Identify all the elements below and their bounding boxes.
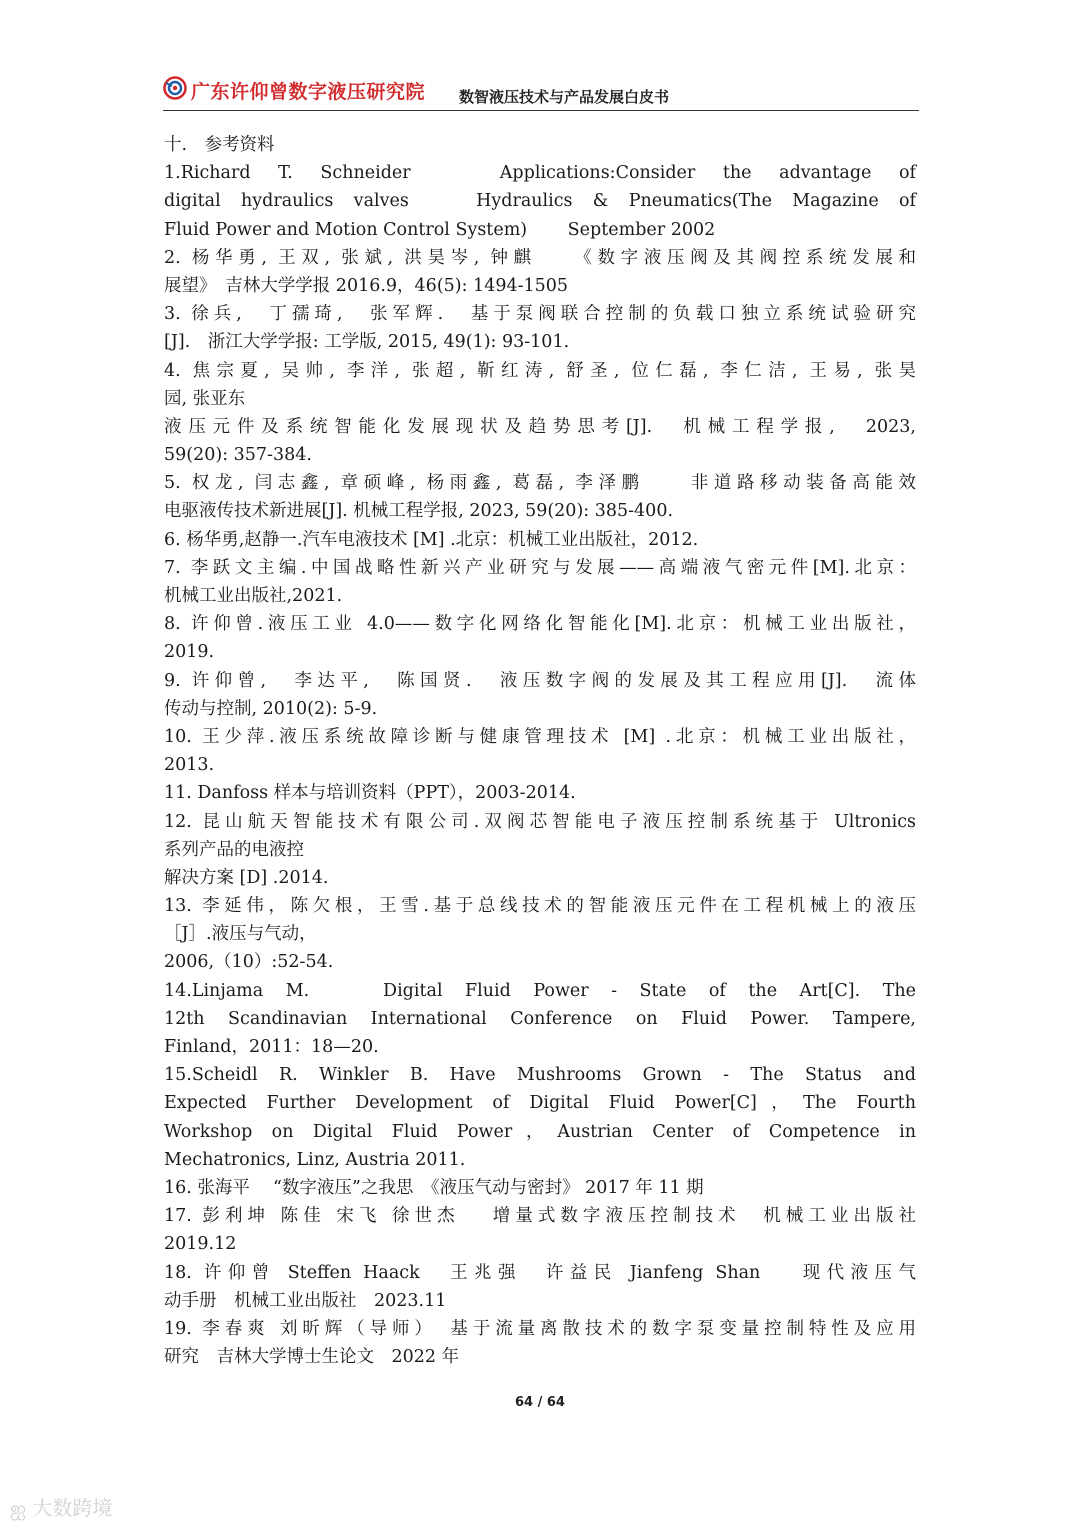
- reference-line: 2019.: [164, 642, 215, 663]
- page-number: 64 / 64: [515, 1395, 565, 1410]
- references-section: [164, 131, 916, 1371]
- reference-line: 12. 昆山航天智能技术有限公司.双阀芯智能电子液压控制系统基于 Ultronics: [164, 811, 916, 832]
- reference-line: 2019.12: [164, 1234, 237, 1255]
- page-header: [163, 74, 919, 111]
- reference-line: 10. 王少萍.液压系统故障诊断与健康管理技术 [M] .北京：机械工业出版社，: [164, 726, 916, 747]
- reference-line: 传动与控制, 2010(2): 5-9.: [164, 698, 378, 719]
- reference-line: 液压元件及系统智能化发展现状及趋势思考[J]. 机械工程学报, 2023,: [164, 416, 916, 437]
- reference-line: 电驱液传技术新进展[J]. 机械工程学报, 2023, 59(20): 385-400.: [164, 501, 674, 522]
- reference-line: 2013.: [164, 755, 215, 776]
- reference-line: 19. 李春爽 刘昕辉（导师） 基于流量离散技术的数字泵变量控制特性及应用: [164, 1318, 916, 1339]
- reference-line: 解决方案 [D] .2014.: [164, 867, 329, 888]
- reference-line: 15.Scheidl R. Winkler B. Have Mushrooms Grown - The Status and: [164, 1065, 916, 1086]
- reference-line: Finland，2011：18—20.: [164, 1037, 379, 1057]
- reference-line: 7. 李跃文主编.中国战略性新兴产业研究与发展——高端液气密元件[M].北京：: [164, 557, 916, 578]
- reference-line: 2006,（10）:52-54.: [164, 952, 334, 973]
- reference-line: 5. 权龙, 闫志鑫, 章硕峰, 杨雨鑫, 葛磊, 李泽鹏 非道路移动装备高能效: [164, 473, 916, 494]
- reference-line: 2. 杨华勇, 王双, 张斌, 洪昊岑, 钟麒 《数字液压阀及其阀控系统发展和: [164, 247, 916, 268]
- reference-line: 研究 吉林大学博士生论文 2022 年: [164, 1347, 460, 1368]
- watermark-logo-icon: ஐ: [10, 1496, 27, 1520]
- reference-line: Expected Further Development of Digital Fluid Power[C]，The Fourth: [164, 1093, 916, 1114]
- reference-line: ［J］.液压与气动，: [164, 924, 317, 945]
- reference-line: 机械工业出版社,2021.: [164, 586, 343, 606]
- reference-line: 1.Richard T. Schneider Applications:Consider the advantage of: [164, 163, 916, 184]
- reference-line: 17. 彭利坤 陈佳 宋飞 徐世杰 增量式数字液压控制技术 机械工业出版社: [164, 1206, 916, 1227]
- reference-line: 系列产品的电液控: [164, 839, 304, 860]
- reference-line: digital hydraulics valves Hydraulics & Pneumatics(The Magazine of: [164, 191, 916, 212]
- reference-line: 12th Scandinavian International Conference on Fluid Power. Tampere,: [164, 1008, 916, 1029]
- reference-line: 18. 许仰曾 Steffen Haack 王兆强 许益民 Jianfeng Shan 现代液压气: [164, 1262, 916, 1283]
- reference-line: 4. 焦宗夏, 吴帅, 李洋, 张超, 靳红涛, 舒圣, 位仁磊, 李仁洁, 王易, 张昊: [164, 360, 916, 381]
- reference-line: Mechatronics, Linz, Austria 2011.: [164, 1149, 466, 1170]
- reference-line: 8. 许仰曾.液压工业 4.0——数字化网络化智能化[M].北京：机械工业出版社，: [164, 614, 916, 635]
- institute-logo-icon: [163, 76, 187, 100]
- org-name: 广东许仰曾数字液压研究院: [191, 81, 426, 103]
- reference-line: 9. 许仰曾, 李达平, 陈国贤. 液压数字阀的发展及其工程应用[J]. 流体: [164, 670, 916, 691]
- reference-line: Workshop on Digital Fluid Power，Austrian Center of Competence in: [164, 1121, 916, 1142]
- reference-line: 6. 杨华勇,赵静一.汽车电液技术 [M] .北京：机械工业出版社，2012.: [164, 529, 699, 550]
- reference-line: 园, 张亚东: [164, 388, 246, 409]
- reference-line: 13. 李延伟，陈欠根，王雪.基于总线技术的智能液压元件在工程机械上的液压: [164, 896, 916, 917]
- watermark: [10, 1492, 112, 1523]
- reference-line: 展望》 吉林大学学报 2016.9，46(5): 1494-1505: [164, 275, 569, 296]
- reference-line: Fluid Power and Motion Control System) September 2002: [164, 219, 716, 240]
- reference-line: 14.Linjama M. Digital Fluid Power - State of the Art[C]. The: [164, 980, 916, 1001]
- watermark-text: 大数跨境: [32, 1496, 113, 1520]
- reference-line: 16. 张海平 “数字液压”之我思 《液压气动与密封》 2017 年 11 期: [164, 1177, 704, 1198]
- reference-line: 59(20): 357-384.: [164, 445, 312, 466]
- reference-line: 11. Danfoss 样本与培训资料（PPT），2003-2014.: [164, 783, 576, 804]
- reference-line: 3. 徐兵, 丁孺琦, 张军辉. 基于泵阀联合控制的负载口独立系统试验研究: [164, 304, 916, 325]
- reference-line: 动手册 机械工业出版社 2023.11: [164, 1290, 447, 1311]
- reference-line: [J]. 浙江大学学报: 工学版, 2015, 49(1): 93-101.: [164, 332, 570, 353]
- section-title: 十. 参考资料: [164, 135, 275, 155]
- doc-title: 数智液压技术与产品发展白皮书: [459, 88, 670, 106]
